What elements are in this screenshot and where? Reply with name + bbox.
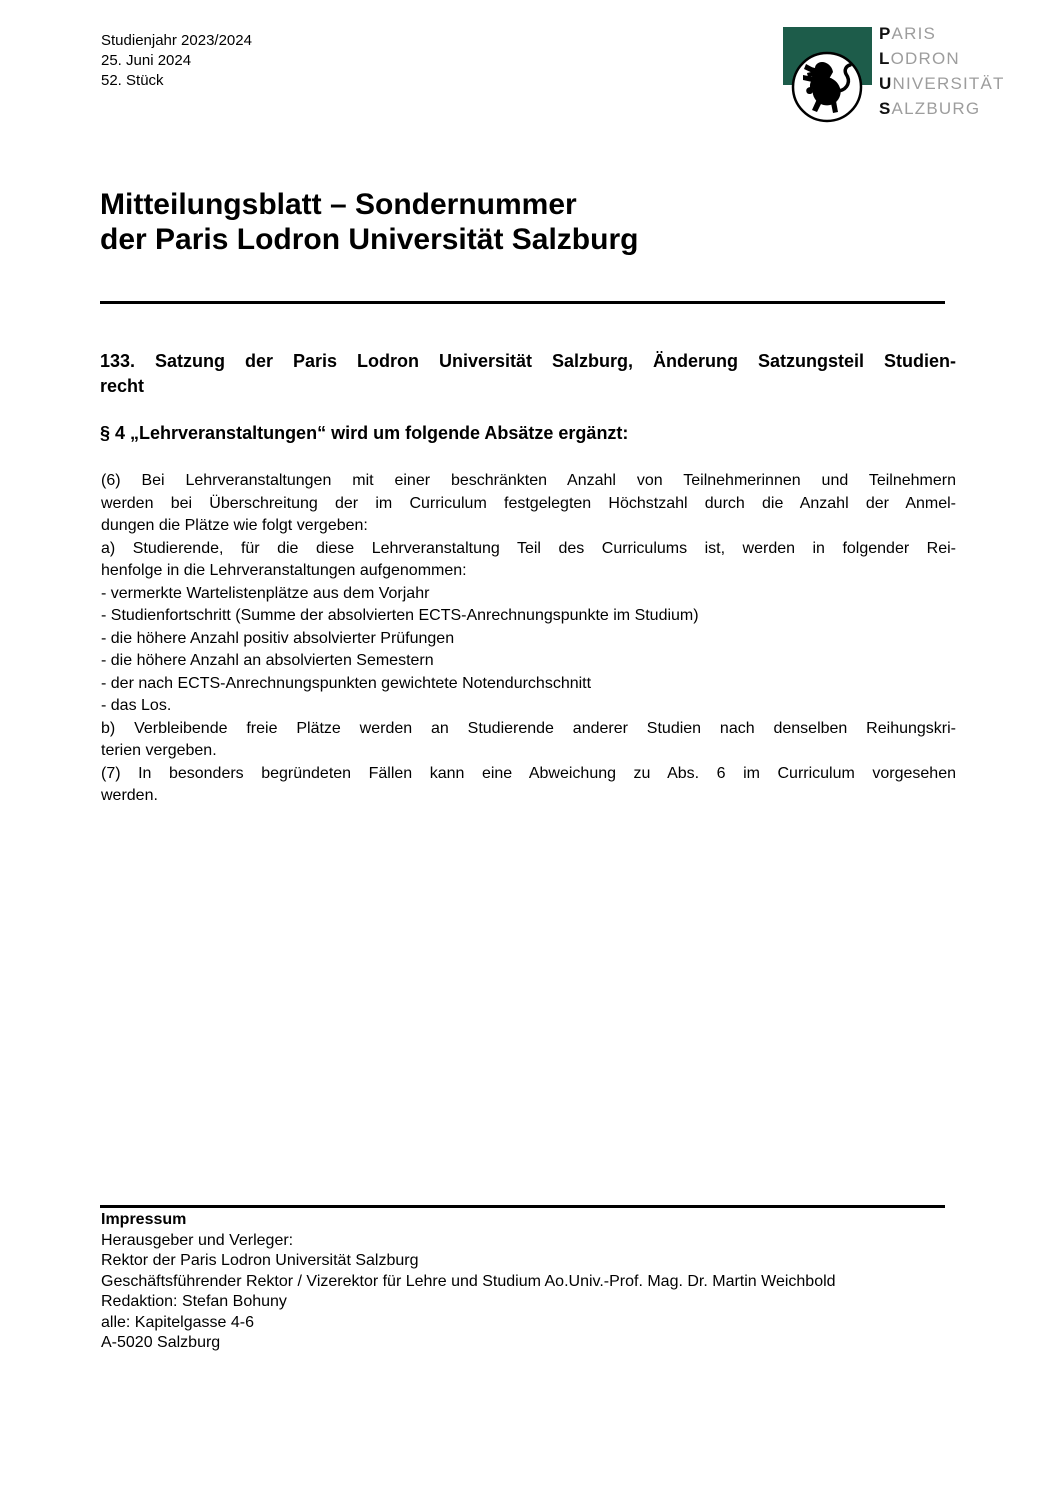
wordmark-initial: L (879, 49, 891, 68)
logo-wordmark-row (879, 96, 1005, 121)
body-line: b) Verbleibende freie Plätze werden an Studierende anderer Studien nach denselben Reihungskri- (101, 719, 956, 737)
wordmark-initial: S (879, 99, 892, 118)
wordmark-rest: ODRON (890, 49, 960, 68)
issue-number: 52. Stück (101, 72, 164, 89)
wordmark-rest: ARIS (891, 24, 937, 43)
body-line: werden. (101, 787, 158, 804)
wordmark-initial: P (879, 24, 892, 43)
logo-wordmark-row (879, 21, 1005, 46)
body-list-item: - die höhere Anzahl positiv absolvierter Prüfungen (101, 629, 455, 647)
body-line: (7) In besonders begründeten Fällen kann eine Abweichung zu Abs. 6 im Curriculum vorgesehen (101, 764, 956, 782)
impressum-line: Herausgeber und Verleger: (101, 1231, 294, 1249)
body-line: a) Studierende, für die diese Lehrveranstaltung Teil des Curriculums ist, werden in folgender Rei- (101, 539, 956, 557)
page-title-line1: Mitteilungsblatt – Sondernummer (100, 188, 577, 221)
page-title (100, 187, 638, 257)
title-divider (100, 301, 945, 304)
article-heading-line2: recht (100, 376, 145, 396)
article-body (101, 470, 956, 808)
body-line: dungen die Plätze wie folgt vergeben: (101, 517, 368, 534)
impressum-line: Rektor der Paris Lodron Universität Salzburg (101, 1252, 419, 1269)
body-list-item: - Studienfortschritt (Summe der absolvierten ECTS-Anrechnungspunkte im Studium) (101, 607, 699, 624)
footer-divider (100, 1205, 945, 1208)
wordmark-initial: U (879, 74, 893, 93)
impressum-line: alle: Kapitelgasse 4-6 (101, 1313, 254, 1331)
impressum (101, 1210, 836, 1354)
impressum-line: Geschäftsführender Rektor / Vizerektor für Lehre und Studium Ao.Univ.-Prof. Mag. Dr. Martin Weichbold (101, 1272, 836, 1290)
wordmark-rest: NIVERSITÄT (892, 74, 1005, 93)
body-list-item: - vermerkte Wartelistenplätze aus dem Vorjahr (101, 584, 430, 602)
issue-meta (101, 31, 252, 91)
logo-wordmark-row (879, 46, 1005, 71)
impressum-heading: Impressum (101, 1211, 187, 1228)
page-title-line2: der Paris Lodron Universität Salzburg (100, 223, 639, 256)
issue-date: 25. Juni 2024 (101, 52, 192, 69)
article-subheading: § 4 „Lehrveranstaltungen“ wird um folgende Absätze ergänzt: (100, 423, 629, 443)
lion-emblem-icon (789, 49, 865, 125)
body-line: (6) Bei Lehrveranstaltungen mit einer beschränkten Anzahl von Teilnehmerinnen und Teilnehmern (101, 472, 956, 489)
impressum-line: Redaktion: Stefan Bohuny (101, 1293, 287, 1310)
article-heading-line1: 133. Satzung der Paris Lodron Universität Salzburg, Änderung Satzungsteil Studien- (100, 351, 956, 371)
body-list-item: - das Los. (101, 697, 172, 714)
body-list-item: - der nach ECTS-Anrechnungspunkten gewichtete Notendurchschnitt (101, 674, 592, 692)
logo-wordmark (879, 21, 1005, 121)
impressum-line: A-5020 Salzburg (101, 1334, 221, 1351)
body-line: werden bei Überschreitung der im Curriculum festgelegten Höchstzahl durch die Anzahl der Anmel- (101, 494, 956, 512)
issue-studienjahr: Studienjahr 2023/2024 (101, 32, 252, 49)
article-heading (100, 349, 956, 399)
logo-wordmark-row (879, 71, 1005, 96)
body-line: henfolge in die Lehrveranstaltungen aufgenommen: (101, 562, 467, 579)
body-list-item: - die höhere Anzahl an absolvierten Semestern (101, 652, 434, 669)
wordmark-rest: ALZBURG (891, 99, 981, 118)
body-line: terien vergeben. (101, 742, 217, 759)
